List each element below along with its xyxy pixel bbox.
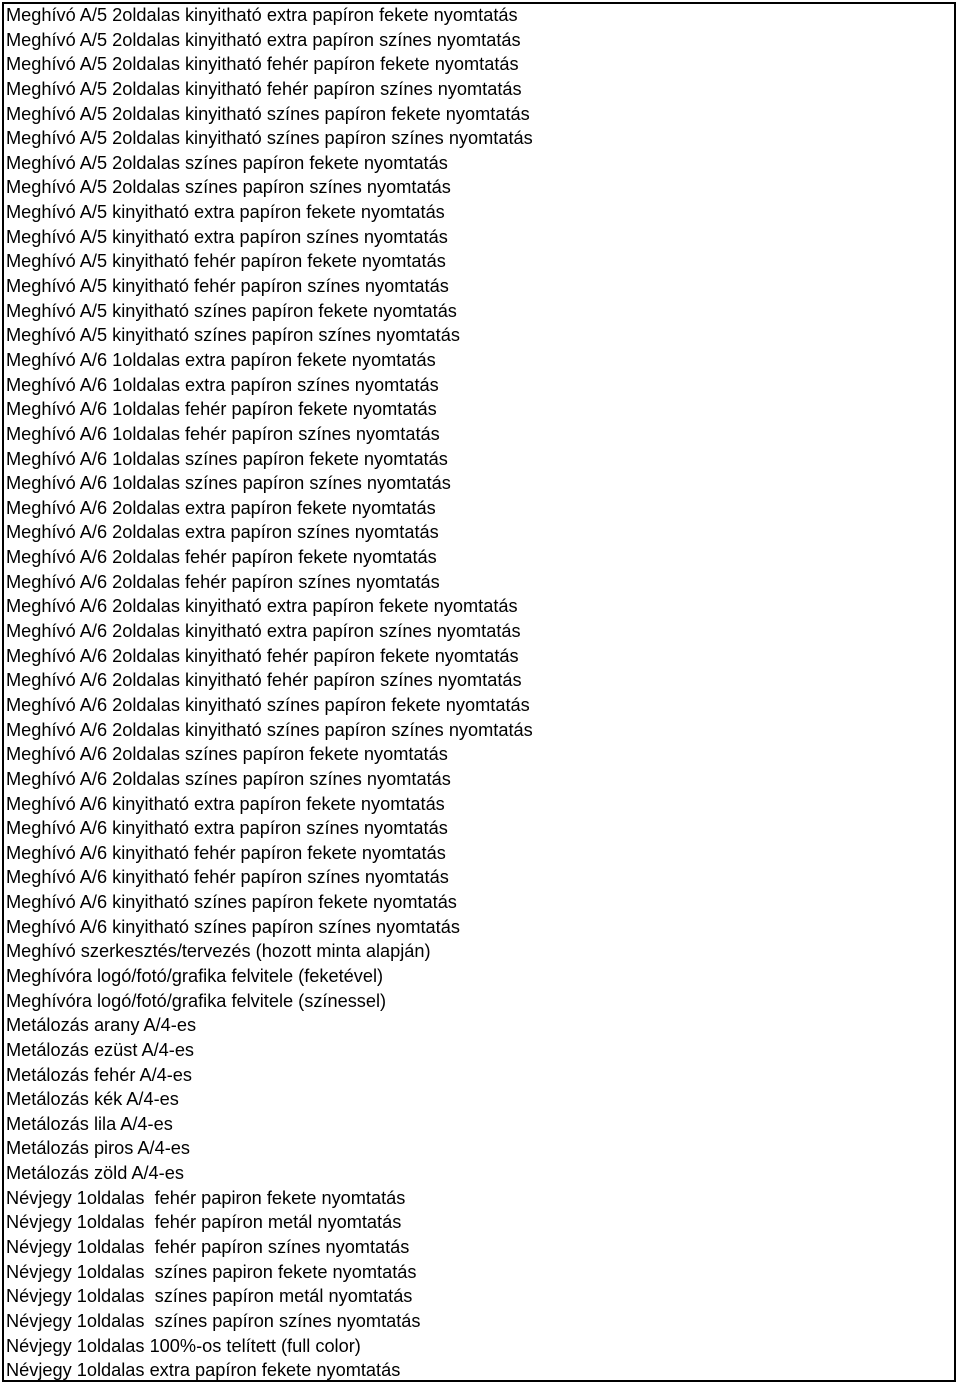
- list-item: Névjegy 1oldalas fehér papíron színes nyomtatás: [6, 1237, 410, 1258]
- list-item: Meghívó A/6 2oldalas extra papíron színes nyomtatás: [6, 522, 439, 543]
- list-item: Metálozás ezüst A/4-es: [6, 1039, 195, 1060]
- list-item: Meghívó A/5 2oldalas színes papíron fekete nyomtatás: [6, 152, 448, 173]
- list-item: Névjegy 1oldalas fehér papiron fekete nyomtatás: [6, 1187, 406, 1208]
- list-item: Meghívó A/5 kinyitható színes papíron színes nyomtatás: [6, 325, 460, 346]
- list-item: Névjegy 1oldalas 100%-os telített (full color): [6, 1335, 361, 1356]
- list-item: Névjegy 1oldalas színes papiron fekete nyomtatás: [6, 1261, 417, 1282]
- list-item: Névjegy 1oldalas színes papíron metál nyomtatás: [6, 1286, 413, 1307]
- list-item: Meghívó A/5 2oldalas kinyitható extra papíron fekete nyomtatás: [6, 5, 518, 25]
- list-item: Meghívó A/6 2oldalas extra papíron fekete nyomtatás: [6, 497, 436, 518]
- list-item: Meghívó A/6 kinyitható fehér papíron színes nyomtatás: [6, 867, 449, 888]
- list-item: Meghívóra logó/fotó/grafika felvitele (színessel): [6, 990, 387, 1011]
- list-item: Meghívó A/5 kinyitható extra papíron színes nyomtatás: [6, 226, 448, 247]
- list-item: Meghívó A/6 kinyitható extra papíron színes nyomtatás: [6, 818, 448, 839]
- list-item: Meghívó A/5 2oldalas kinyitható extra papíron színes nyomtatás: [6, 29, 521, 50]
- list-item: Meghívó A/5 kinyitható extra papíron fekete nyomtatás: [6, 202, 445, 223]
- list-item: Meghívó A/6 1oldalas színes papíron színes nyomtatás: [6, 473, 451, 494]
- list-item: Meghívó A/6 1oldalas extra papíron fekete nyomtatás: [6, 349, 436, 370]
- list-item: Meghívó A/6 2oldalas kinyitható színes papíron fekete nyomtatás: [6, 694, 530, 715]
- list-item: Meghívó A/5 2oldalas kinyitható fehér papíron színes nyomtatás: [6, 78, 522, 99]
- list-item: Metálozás kék A/4-es: [6, 1089, 179, 1110]
- list-item: Metálozás fehér A/4-es: [6, 1064, 193, 1085]
- list-item: Meghívó A/6 2oldalas kinyitható extra papíron fekete nyomtatás: [6, 596, 518, 617]
- list-item: Metálozás lila A/4-es: [6, 1113, 173, 1134]
- list-item: Meghívó A/5 kinyitható színes papíron fekete nyomtatás: [6, 300, 457, 321]
- list-item: Meghívó A/5 kinyitható fehér papíron fekete nyomtatás: [6, 251, 446, 272]
- list-item: Névjegy 1oldalas extra papíron fekete nyomtatás: [6, 1360, 401, 1381]
- list-item: Meghívó A/6 1oldalas fehér papíron színes nyomtatás: [6, 423, 440, 444]
- list-item: Meghívó A/5 2oldalas színes papíron színes nyomtatás: [6, 177, 451, 198]
- list-item: Meghívó A/6 2oldalas fehér papíron színes nyomtatás: [6, 571, 440, 592]
- list-item: Meghívó A/6 kinyitható színes papíron színes nyomtatás: [6, 916, 460, 937]
- list-item: Meghívó A/6 kinyitható fehér papíron fekete nyomtatás: [6, 842, 446, 863]
- list-item: Meghívó A/6 2oldalas színes papíron fekete nyomtatás: [6, 744, 448, 765]
- list-item: Meghívó A/6 2oldalas kinyitható színes papíron színes nyomtatás: [6, 719, 533, 740]
- list-item: Meghívó A/6 kinyitható extra papíron fekete nyomtatás: [6, 793, 445, 814]
- list-item: Meghívó A/5 2oldalas kinyitható fehér papíron fekete nyomtatás: [6, 54, 519, 75]
- list-item: Metálozás piros A/4-es: [6, 1138, 190, 1159]
- service-list: [6, 3, 533, 1383]
- list-item: Meghívó szerkesztés/tervezés (hozott minta alapján): [6, 941, 431, 962]
- list-item: Meghívó A/6 kinyitható színes papíron fekete nyomtatás: [6, 892, 457, 913]
- list-item: Metálozás arany A/4-es: [6, 1015, 197, 1036]
- list-item: Meghívó A/6 2oldalas kinyitható fehér papíron színes nyomtatás: [6, 670, 522, 691]
- list-item: Meghívó A/6 2oldalas kinyitható extra papíron színes nyomtatás: [6, 621, 521, 642]
- list-item: Névjegy 1oldalas fehér papíron metál nyomtatás: [6, 1212, 402, 1233]
- list-item: Meghívó A/5 kinyitható fehér papíron színes nyomtatás: [6, 276, 449, 297]
- list-item: Meghívó A/6 1oldalas extra papíron színes nyomtatás: [6, 374, 439, 395]
- list-item: Meghívó A/6 1oldalas fehér papíron fekete nyomtatás: [6, 399, 437, 420]
- list-item: Meghívó A/6 1oldalas színes papíron fekete nyomtatás: [6, 448, 448, 469]
- list-item: Meghívó A/6 2oldalas fehér papíron fekete nyomtatás: [6, 547, 437, 568]
- list-item: Meghívó A/6 2oldalas színes papíron színes nyomtatás: [6, 768, 451, 789]
- list-item: Meghívó A/6 2oldalas kinyitható fehér papíron fekete nyomtatás: [6, 645, 519, 666]
- list-item: Meghívóra logó/fotó/grafika felvitele (feketével): [6, 965, 384, 986]
- list-item: Meghívó A/5 2oldalas kinyitható színes papíron színes nyomtatás: [6, 128, 533, 149]
- list-item: Metálozás zöld A/4-es: [6, 1163, 184, 1184]
- list-item: Meghívó A/5 2oldalas kinyitható színes papíron fekete nyomtatás: [6, 103, 530, 124]
- list-item: Névjegy 1oldalas színes papíron színes nyomtatás: [6, 1310, 421, 1331]
